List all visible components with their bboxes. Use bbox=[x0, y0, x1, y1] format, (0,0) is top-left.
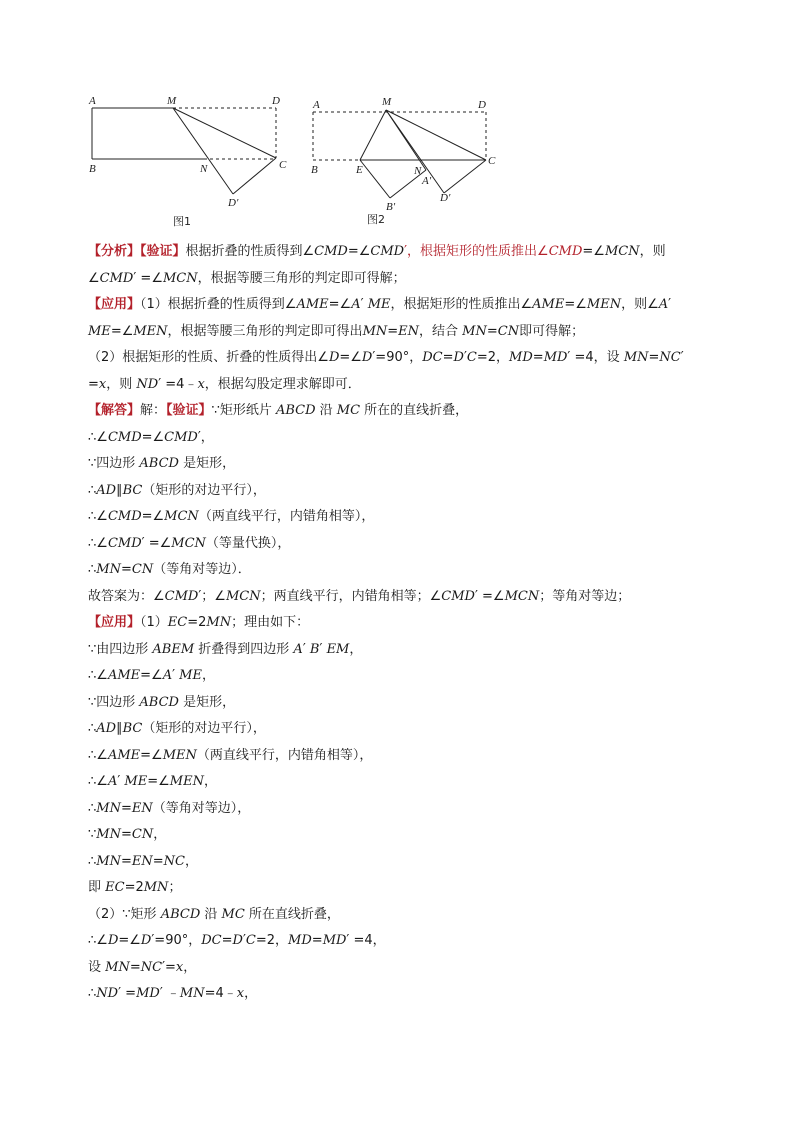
text-segment: ABCD bbox=[160, 906, 201, 922]
text-segment: = bbox=[120, 800, 132, 816]
text-segment: ∵矩形纸片 bbox=[211, 403, 276, 418]
text-segment: ∵由四边形 bbox=[88, 641, 153, 657]
text-segment: MN bbox=[206, 615, 232, 630]
text-segment: MCN bbox=[225, 588, 261, 604]
solution-text bbox=[88, 239, 728, 1008]
text-line bbox=[88, 637, 728, 664]
fig1-label-d: D bbox=[272, 95, 280, 107]
text-segment: 沿 bbox=[315, 403, 337, 418]
text-segment: B bbox=[309, 641, 320, 657]
text-segment: （1）根据折叠的性质得到∠ bbox=[140, 297, 297, 312]
text-segment: ′， bbox=[197, 429, 214, 445]
text-segment: DC bbox=[201, 933, 222, 948]
text-line bbox=[88, 769, 728, 796]
text-line bbox=[88, 663, 728, 690]
text-segment: MCN bbox=[604, 244, 640, 259]
text-segment: MCN bbox=[504, 588, 540, 604]
text-segment: CMD bbox=[107, 509, 142, 524]
text-segment: = bbox=[120, 562, 132, 577]
text-segment: 【解答】 bbox=[88, 403, 141, 418]
fig1-label-b: B bbox=[89, 163, 96, 175]
text-segment: =2 bbox=[124, 880, 144, 895]
text-segment: ， bbox=[203, 774, 217, 789]
text-segment: C bbox=[466, 350, 477, 365]
text-segment: D bbox=[453, 350, 464, 365]
text-segment: 解： bbox=[140, 403, 167, 418]
text-segment: ME bbox=[367, 297, 391, 312]
text-line bbox=[88, 690, 728, 717]
text-segment: ′ bbox=[680, 350, 684, 365]
text-segment: = bbox=[311, 933, 323, 948]
text-segment: MN bbox=[623, 350, 649, 365]
text-segment: 所在的直线折叠， bbox=[360, 403, 469, 418]
text-segment: ；理由如下： bbox=[231, 615, 310, 630]
text-segment: ′=90°， bbox=[151, 933, 202, 948]
text-segment: AME bbox=[107, 668, 141, 683]
text-segment: A bbox=[351, 297, 361, 312]
text-segment: （两直线平行，内错角相等）， bbox=[196, 747, 373, 763]
text-segment: = bbox=[88, 376, 99, 392]
text-segment: ′= bbox=[162, 959, 176, 975]
text-segment: EM bbox=[326, 641, 350, 657]
text-segment: AD bbox=[96, 482, 117, 498]
text-segment: AME bbox=[107, 747, 141, 763]
text-segment: ，结合 bbox=[419, 323, 463, 339]
text-segment: ∴∠ bbox=[88, 535, 108, 551]
text-segment: MD bbox=[288, 933, 312, 948]
text-segment: （2）∵矩形 bbox=[88, 906, 161, 922]
text-segment: MN bbox=[143, 880, 169, 895]
text-segment: ，根据勾股定理求解即可． bbox=[204, 376, 361, 392]
text-segment: 即可得解； bbox=[519, 323, 585, 339]
text-segment: ′ =∠ bbox=[133, 270, 163, 286]
text-line bbox=[88, 981, 728, 1008]
text-segment: ′ bbox=[463, 350, 467, 365]
text-segment: 【应用】 bbox=[88, 615, 141, 630]
text-segment: 故答案为：∠ bbox=[88, 588, 165, 604]
text-segment: x bbox=[175, 959, 184, 975]
text-segment: CMD bbox=[314, 244, 348, 259]
text-segment: = bbox=[442, 350, 454, 365]
text-line bbox=[88, 531, 728, 558]
fig1-label-a: A bbox=[89, 95, 96, 107]
text-line bbox=[88, 557, 728, 584]
text-segment: ∴∠ bbox=[88, 774, 108, 789]
text-segment: MN bbox=[362, 323, 388, 339]
text-segment: MD bbox=[543, 350, 568, 365]
fig1-label-dprime: D′ bbox=[228, 197, 239, 209]
text-segment: =2， bbox=[255, 933, 289, 948]
text-segment: D bbox=[140, 933, 152, 948]
text-segment: ′ ﹣ bbox=[159, 986, 180, 1001]
text-line bbox=[88, 743, 728, 770]
text-segment: =∠ bbox=[147, 774, 170, 789]
text-segment: D bbox=[361, 350, 373, 365]
text-segment: 【验证】 bbox=[166, 403, 212, 418]
text-segment: ； bbox=[168, 880, 182, 895]
text-segment: MEN bbox=[162, 747, 197, 763]
text-line bbox=[88, 292, 728, 319]
text-segment: MD bbox=[136, 986, 160, 1001]
text-segment: MC bbox=[221, 906, 245, 922]
text-segment: ′ =∠ bbox=[141, 535, 172, 551]
text-segment: ′ bbox=[319, 641, 327, 657]
text-segment: ∥ bbox=[116, 482, 123, 498]
text-segment: =∠ bbox=[140, 747, 163, 763]
text-segment: ME bbox=[88, 323, 111, 339]
text-segment: ′ bbox=[302, 641, 310, 657]
text-segment: ′ =4， bbox=[346, 933, 386, 948]
text-segment: NC bbox=[140, 959, 163, 975]
geometry-figures bbox=[80, 88, 720, 238]
text-line bbox=[88, 822, 728, 849]
text-line bbox=[88, 478, 728, 505]
text-segment: ′ bbox=[117, 774, 125, 789]
text-segment: CMD bbox=[441, 588, 475, 604]
text-segment: ∴∠ bbox=[88, 747, 108, 763]
text-segment: MN bbox=[105, 959, 130, 975]
text-segment: ∴ bbox=[88, 853, 97, 869]
text-segment: ′ = bbox=[118, 986, 137, 1001]
text-segment: =4﹣ bbox=[204, 986, 237, 1001]
text-segment: =∠ bbox=[141, 429, 165, 445]
text-segment: = bbox=[532, 350, 544, 365]
text-segment: NC bbox=[163, 853, 185, 869]
text-segment: = bbox=[387, 323, 399, 339]
text-segment: ，则 bbox=[106, 376, 137, 392]
text-segment: CMD bbox=[107, 535, 142, 551]
text-line bbox=[88, 345, 728, 372]
text-segment: =∠ bbox=[141, 509, 165, 524]
text-segment: ME bbox=[124, 774, 148, 789]
text-segment: ∴ bbox=[88, 482, 97, 498]
text-segment: ABCD bbox=[139, 694, 179, 710]
text-segment: ， bbox=[244, 986, 258, 1001]
text-segment: AME bbox=[296, 297, 329, 312]
text-segment: ∴ bbox=[88, 800, 97, 816]
text-segment: CMD bbox=[99, 270, 134, 286]
text-segment: ABCD bbox=[139, 456, 179, 471]
text-segment: 设 bbox=[88, 959, 106, 975]
text-segment: EN bbox=[131, 800, 153, 816]
text-segment: BC bbox=[122, 721, 143, 736]
text-segment: x bbox=[197, 376, 205, 392]
text-segment: ；两直线平行，内错角相等；∠ bbox=[260, 588, 442, 604]
text-segment: ，根据等腰三角形的判定即可得解； bbox=[197, 270, 406, 286]
text-segment: = bbox=[120, 827, 132, 842]
text-segment: （等角对等边）． bbox=[153, 562, 251, 577]
text-segment: MCN bbox=[164, 509, 199, 524]
text-segment: = bbox=[221, 933, 233, 948]
text-segment: DC bbox=[422, 350, 443, 365]
text-segment: = bbox=[120, 853, 132, 869]
text-segment: CMD bbox=[370, 244, 405, 259]
fig2-label-d: D bbox=[478, 99, 486, 111]
text-segment: ′ =4﹣ bbox=[158, 376, 198, 392]
text-segment: =2， bbox=[476, 350, 510, 365]
text-segment: EC bbox=[105, 880, 125, 895]
fig1-label-m: M bbox=[167, 95, 177, 107]
fig2-label-a: A bbox=[313, 99, 320, 111]
fig1-label-c: C bbox=[279, 159, 287, 171]
text-segment: 是矩形， bbox=[178, 456, 236, 471]
text-segment: = bbox=[129, 959, 141, 975]
text-line bbox=[88, 928, 728, 955]
text-segment: A bbox=[107, 774, 118, 789]
text-segment: MD bbox=[509, 350, 533, 365]
text-segment: MN bbox=[96, 562, 121, 577]
fig2-label-aprime: A′ bbox=[422, 175, 432, 187]
text-segment: CMD bbox=[164, 429, 198, 445]
fig2-label-dprime: D′ bbox=[440, 192, 451, 204]
text-segment: MC bbox=[336, 403, 361, 418]
text-segment: ，则 bbox=[639, 244, 666, 259]
fig2-caption: 图2 bbox=[367, 213, 385, 226]
fig2-label-bprime: B′ bbox=[386, 201, 396, 213]
text-segment: ∴ bbox=[88, 721, 97, 736]
text-segment: 即 bbox=[88, 880, 106, 895]
text-segment: MN bbox=[96, 853, 121, 869]
text-segment: ，根据矩形的性质推出∠ bbox=[390, 297, 533, 312]
text-segment: =∠ bbox=[564, 297, 587, 312]
text-line bbox=[88, 266, 728, 293]
text-segment: =∠ bbox=[328, 297, 352, 312]
text-segment: D bbox=[328, 350, 340, 365]
text-line bbox=[88, 451, 728, 478]
text-segment: =∠ bbox=[140, 668, 163, 683]
text-segment: AD bbox=[96, 721, 117, 736]
text-segment: ′，根据矩形的性质推出∠ bbox=[404, 244, 549, 259]
text-segment: ′ bbox=[360, 297, 368, 312]
text-segment: ∥ bbox=[116, 721, 123, 736]
text-segment: （矩形的对边平行）， bbox=[142, 482, 266, 498]
fig2-label-m: M bbox=[382, 96, 392, 108]
text-segment: ∴∠ bbox=[88, 668, 108, 683]
text-segment: ABCD bbox=[275, 403, 316, 418]
text-segment: MD bbox=[322, 933, 347, 948]
text-segment: （等角对等边）， bbox=[152, 800, 251, 816]
text-segment: ∴∠ bbox=[88, 509, 108, 524]
text-segment: =∠ bbox=[110, 323, 134, 339]
text-line bbox=[88, 955, 728, 982]
text-segment: EN bbox=[131, 853, 153, 869]
text-segment: ∵四边形 bbox=[88, 694, 140, 710]
text-segment: A bbox=[658, 297, 669, 312]
text-segment: ， bbox=[201, 668, 215, 683]
figure-1 bbox=[92, 108, 276, 194]
text-segment: ∴∠ bbox=[88, 933, 108, 948]
text-segment: 根据折叠的性质得到∠ bbox=[185, 244, 315, 259]
text-segment: EC bbox=[167, 615, 188, 630]
text-segment: ，则∠ bbox=[621, 297, 659, 312]
text-segment: MEN bbox=[586, 297, 622, 312]
text-segment: ABEM bbox=[152, 641, 195, 657]
text-segment: AME bbox=[532, 297, 565, 312]
text-segment: （矩形的对边平行）， bbox=[142, 721, 266, 736]
text-segment: 所在直线折叠， bbox=[244, 906, 340, 922]
text-segment: =∠ bbox=[339, 350, 362, 365]
text-segment: ′；∠ bbox=[198, 588, 226, 604]
text-segment: MEN bbox=[169, 774, 204, 789]
text-segment: ∵四边形 bbox=[88, 456, 140, 471]
text-segment: 【应用】 bbox=[88, 297, 141, 312]
text-segment: ∴ bbox=[88, 562, 97, 577]
text-segment: EN bbox=[398, 323, 420, 339]
text-segment: D bbox=[232, 933, 243, 948]
text-segment: ND bbox=[96, 986, 119, 1001]
text-segment: ′ bbox=[668, 297, 672, 312]
text-segment: ME bbox=[179, 668, 202, 683]
text-segment: 【分析】【验证】 bbox=[88, 244, 186, 259]
fig2-label-n: N bbox=[414, 165, 422, 177]
text-line bbox=[88, 425, 728, 452]
text-segment: （两直线平行，内错角相等）， bbox=[198, 509, 375, 524]
fig2-label-e: E bbox=[356, 164, 363, 176]
text-line bbox=[88, 875, 728, 902]
text-line bbox=[88, 849, 728, 876]
text-segment: （2）根据矩形的性质、折叠的性质得出∠ bbox=[88, 350, 329, 365]
text-line bbox=[88, 319, 728, 346]
text-line bbox=[88, 504, 728, 531]
text-line bbox=[88, 372, 728, 399]
text-segment: MN bbox=[96, 800, 121, 816]
text-segment: CN bbox=[497, 323, 520, 339]
text-line bbox=[88, 796, 728, 823]
text-segment: NC bbox=[659, 350, 681, 365]
text-segment: MCN bbox=[162, 270, 198, 286]
text-segment: x bbox=[236, 986, 245, 1001]
text-segment: =∠ bbox=[582, 244, 605, 259]
text-segment: ， bbox=[184, 853, 198, 869]
text-segment: ∴ bbox=[88, 986, 97, 1001]
text-line bbox=[88, 716, 728, 743]
text-segment: 是矩形， bbox=[178, 694, 236, 710]
text-segment: = bbox=[648, 350, 660, 365]
text-segment: =∠ bbox=[347, 244, 371, 259]
text-segment: ，根据等腰三角形的判定即可得出 bbox=[167, 323, 363, 339]
text-segment: MN bbox=[462, 323, 487, 339]
text-segment: ′ =4，设 bbox=[567, 350, 624, 365]
text-segment: ′ =∠ bbox=[474, 588, 505, 604]
fig1-label-n: N bbox=[200, 163, 208, 175]
text-segment: D bbox=[107, 933, 119, 948]
text-segment: CMD bbox=[164, 588, 199, 604]
text-segment: = bbox=[152, 853, 164, 869]
text-segment: （等量代换）， bbox=[205, 535, 291, 551]
figures bbox=[80, 88, 720, 238]
text-line bbox=[88, 584, 728, 611]
text-segment: CMD bbox=[107, 429, 142, 445]
fig2-label-b: B bbox=[311, 164, 318, 176]
text-segment: =∠ bbox=[118, 933, 141, 948]
text-segment: MCN bbox=[171, 535, 206, 551]
text-line bbox=[88, 902, 728, 929]
text-segment: ′ bbox=[172, 668, 180, 683]
text-segment: ；等角对等边； bbox=[539, 588, 631, 604]
text-segment: ， bbox=[153, 827, 167, 842]
text-segment: （1） bbox=[140, 615, 168, 630]
text-segment: A bbox=[293, 641, 303, 657]
text-segment: MEN bbox=[133, 323, 168, 339]
text-segment: x bbox=[98, 376, 107, 392]
fig1-caption: 图1 bbox=[173, 215, 191, 228]
fig2-label-c: C bbox=[488, 155, 496, 167]
text-segment: BC bbox=[122, 482, 143, 498]
text-line bbox=[88, 610, 728, 637]
text-segment: C bbox=[245, 933, 256, 948]
text-segment: MN bbox=[96, 827, 121, 842]
text-segment: MN bbox=[179, 986, 205, 1001]
text-segment: ， bbox=[349, 641, 363, 657]
text-segment: =2 bbox=[187, 615, 207, 630]
text-segment: ND bbox=[136, 376, 159, 392]
text-segment: ∠ bbox=[88, 270, 100, 286]
text-segment: ， bbox=[183, 959, 197, 975]
text-line bbox=[88, 398, 728, 425]
text-line bbox=[88, 239, 728, 266]
text-segment: ∵ bbox=[88, 827, 97, 842]
text-segment: A bbox=[162, 668, 173, 683]
text-segment: ′ bbox=[242, 933, 246, 948]
text-segment: 折叠得到四边形 bbox=[194, 641, 294, 657]
text-segment: ′=90°， bbox=[372, 350, 423, 365]
text-segment: = bbox=[486, 323, 498, 339]
text-segment: 沿 bbox=[200, 906, 222, 922]
text-segment: ∴∠ bbox=[88, 429, 108, 445]
text-segment: CN bbox=[131, 562, 154, 577]
text-segment: CN bbox=[131, 827, 154, 842]
text-segment: CMD bbox=[548, 244, 583, 259]
figure-2 bbox=[313, 110, 486, 198]
